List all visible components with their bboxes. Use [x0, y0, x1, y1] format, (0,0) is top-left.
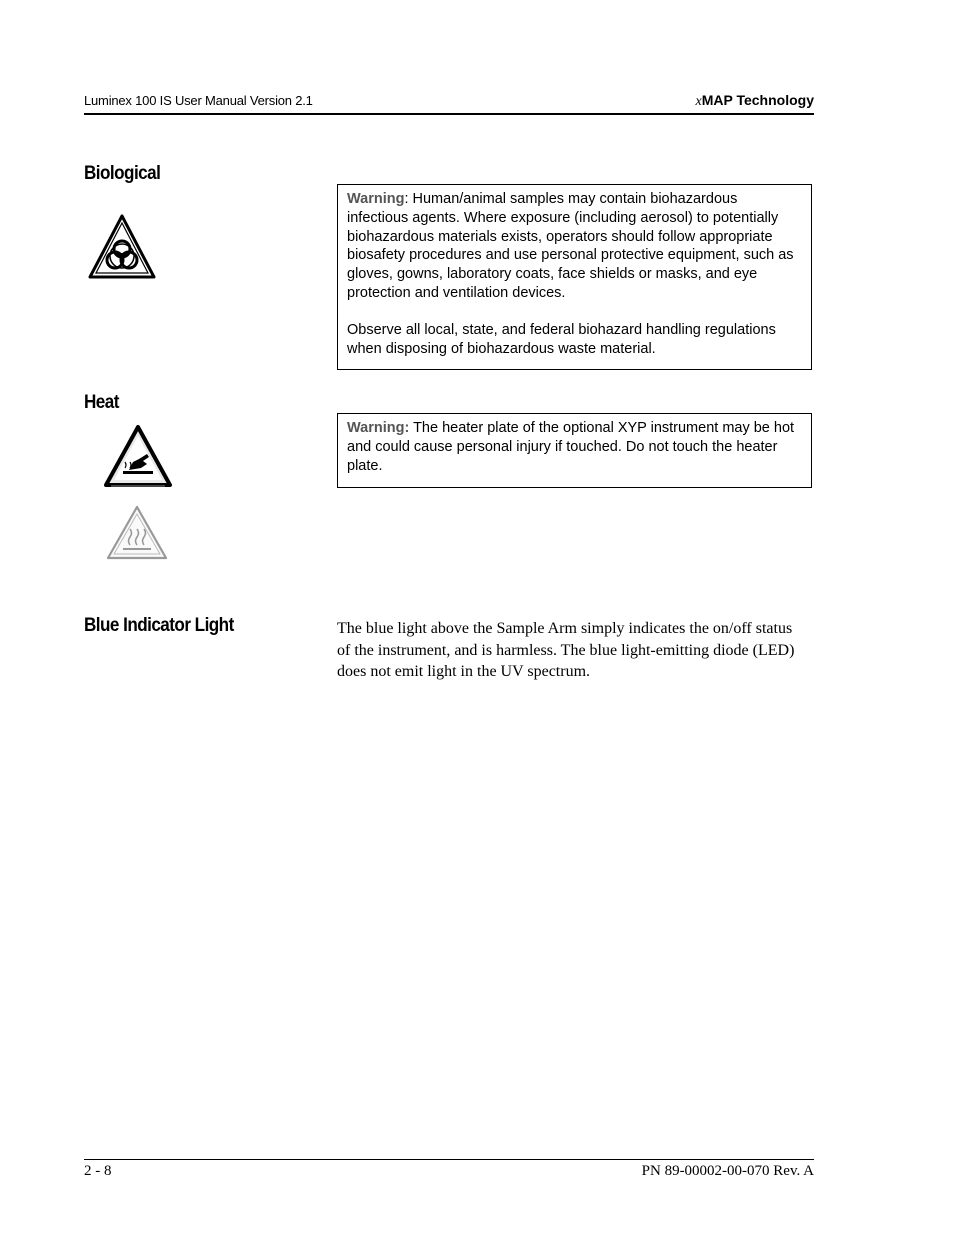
header-brand: [696, 92, 815, 110]
heat-warning-box: [337, 413, 812, 488]
biological-warning-box: [337, 184, 812, 370]
heading-biological: Biological: [84, 163, 161, 184]
biological-warning-text: : Human/animal samples may contain biohazardous infectious agents. Where exposure (including aerosol) to potentially biohazardous materials exists, operators should follow appropriate biosafety procedures and use personal protective equipment, such as gloves, gowns, laboratory coats, face shields or masks, and eye protection and ventilation devices.: [347, 191, 794, 301]
footer-part-number: PN 89-00002-00-070 Rev. A: [641, 1163, 814, 1179]
blue-indicator-light-paragraph: The blue light above the Sample Arm simply indicates the on/off status of the instrument, and is harmless. The blue light-emitting diode (LED) does not emit light in the UV spectrum.: [337, 620, 795, 680]
header-brand-x: x: [695, 94, 702, 109]
hot-surface-warning-icon: [106, 505, 168, 560]
header-brand-rest: MAP Technology: [701, 92, 814, 108]
biological-warning-label: Warning: [347, 191, 405, 207]
heat-warning-paragraph: [347, 419, 802, 475]
footer-page-number: 2 - 8: [84, 1163, 112, 1179]
biological-warning-paragraph: [347, 190, 802, 303]
page-header: [84, 91, 814, 115]
heat-warning-label: Warning:: [347, 420, 410, 436]
biological-warning-paragraph-2: Observe all local, state, and federal biohazard handling regulations when disposing of biohazardous waste material.: [347, 321, 776, 357]
heat-warning-text: The heater plate of the optional XYP instrument may be hot and could cause personal injury if touched. Do not touch the heater plate.: [347, 420, 795, 474]
page-footer: [84, 1159, 814, 1179]
heading-blue-indicator-light: Blue Indicator Light: [84, 615, 234, 636]
header-manual-title: Luminex 100 IS User Manual Version 2.1: [84, 93, 313, 108]
heading-heat: Heat: [84, 392, 119, 413]
hot-surface-hand-warning-icon: [103, 424, 173, 488]
biohazard-warning-icon: [88, 213, 156, 280]
